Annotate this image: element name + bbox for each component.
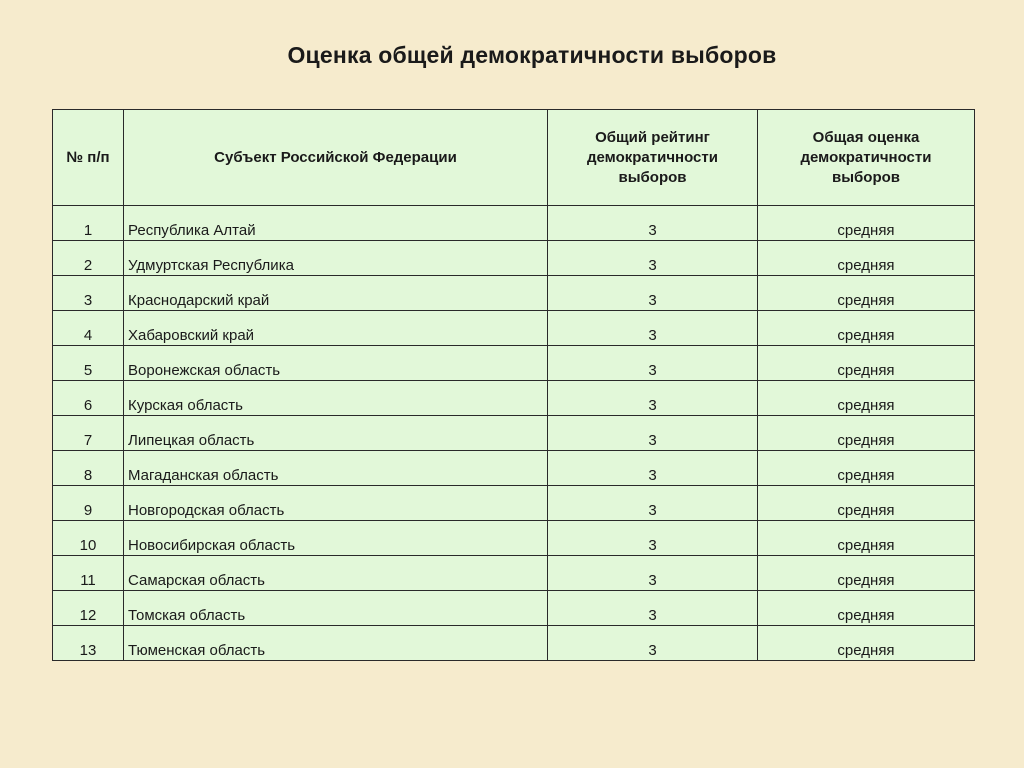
cell-subject: Магаданская область <box>124 451 548 486</box>
cell-assessment: средняя <box>758 346 975 381</box>
cell-rating: 3 <box>548 591 758 626</box>
cell-rating: 3 <box>548 206 758 241</box>
cell-rating: 3 <box>548 346 758 381</box>
table-row <box>53 206 975 241</box>
table-row <box>53 346 975 381</box>
header-num: № п/п <box>53 110 124 206</box>
cell-num: 12 <box>53 591 124 626</box>
table-row <box>53 486 975 521</box>
cell-rating: 3 <box>548 276 758 311</box>
cell-rating: 3 <box>548 416 758 451</box>
cell-subject: Новосибирская область <box>124 521 548 556</box>
cell-subject: Новгородская область <box>124 486 548 521</box>
table-row <box>53 381 975 416</box>
cell-rating: 3 <box>548 626 758 661</box>
cell-assessment: средняя <box>758 451 975 486</box>
cell-subject: Республика Алтай <box>124 206 548 241</box>
cell-assessment: средняя <box>758 486 975 521</box>
cell-num: 4 <box>53 311 124 346</box>
cell-subject: Липецкая область <box>124 416 548 451</box>
header-subject: Субъект Российской Федерации <box>124 110 548 206</box>
cell-assessment: средняя <box>758 241 975 276</box>
cell-num: 2 <box>53 241 124 276</box>
header-rating: Общий рейтинг демократичности выборов <box>548 110 758 206</box>
cell-assessment: средняя <box>758 591 975 626</box>
cell-num: 13 <box>53 626 124 661</box>
table-row <box>53 556 975 591</box>
cell-subject: Курская область <box>124 381 548 416</box>
cell-rating: 3 <box>548 311 758 346</box>
cell-assessment: средняя <box>758 276 975 311</box>
table-header-row <box>53 110 975 206</box>
table-row <box>53 451 975 486</box>
table-row <box>53 311 975 346</box>
cell-rating: 3 <box>548 381 758 416</box>
cell-num: 10 <box>53 521 124 556</box>
table-row <box>53 276 975 311</box>
cell-assessment: средняя <box>758 311 975 346</box>
cell-subject: Удмуртская Республика <box>124 241 548 276</box>
cell-subject: Краснодарский край <box>124 276 548 311</box>
cell-subject: Хабаровский край <box>124 311 548 346</box>
cell-subject: Воронежская область <box>124 346 548 381</box>
cell-subject: Томская область <box>124 591 548 626</box>
cell-num: 11 <box>53 556 124 591</box>
cell-rating: 3 <box>548 241 758 276</box>
cell-rating: 3 <box>548 521 758 556</box>
cell-rating: 3 <box>548 486 758 521</box>
header-assessment: Общая оценка демократичности выборов <box>758 110 975 206</box>
cell-assessment: средняя <box>758 416 975 451</box>
cell-assessment: средняя <box>758 556 975 591</box>
table-row <box>53 521 975 556</box>
cell-rating: 3 <box>548 556 758 591</box>
elections-table <box>52 109 975 661</box>
cell-subject: Тюменская область <box>124 626 548 661</box>
cell-num: 9 <box>53 486 124 521</box>
cell-num: 1 <box>53 206 124 241</box>
cell-num: 5 <box>53 346 124 381</box>
cell-rating: 3 <box>548 451 758 486</box>
cell-num: 7 <box>53 416 124 451</box>
cell-num: 6 <box>53 381 124 416</box>
page-title: Оценка общей демократичности выборов <box>287 42 777 68</box>
cell-assessment: средняя <box>758 626 975 661</box>
table-row <box>53 591 975 626</box>
cell-num: 3 <box>53 276 124 311</box>
table-row <box>53 416 975 451</box>
cell-subject: Самарская область <box>124 556 548 591</box>
cell-assessment: средняя <box>758 521 975 556</box>
cell-num: 8 <box>53 451 124 486</box>
cell-assessment: средняя <box>758 381 975 416</box>
cell-assessment: средняя <box>758 206 975 241</box>
table-row <box>53 241 975 276</box>
table-row <box>53 626 975 661</box>
